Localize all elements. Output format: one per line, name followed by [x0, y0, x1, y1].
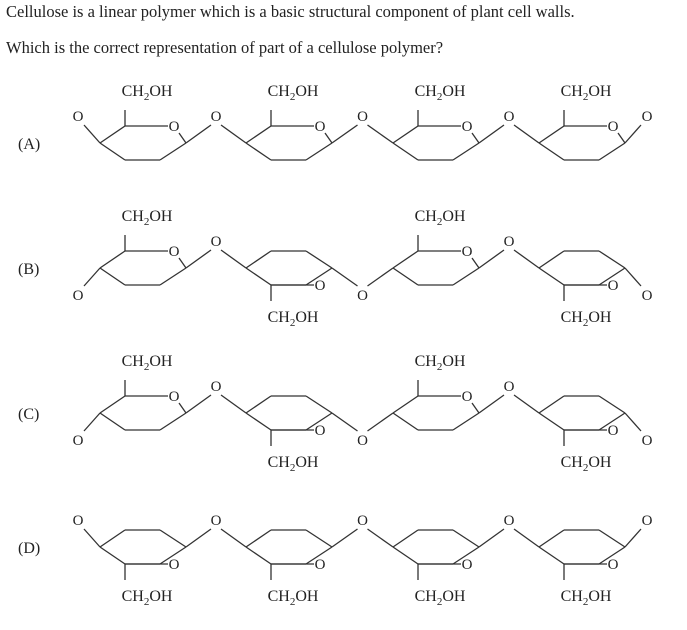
- option-2-link-bond: [84, 413, 100, 431]
- option-1-ring-0-bond: [100, 251, 125, 268]
- option-2-linking-oxygen-1: O: [210, 379, 222, 395]
- option-2-ring-0-ch2oh-label: $CH_2OH$: [121, 353, 173, 373]
- option-3-ring-2-bond: [393, 547, 418, 564]
- option-3-link-bond: [479, 529, 504, 547]
- option-2-ring-1-bond: [246, 396, 271, 413]
- option-1-ring-3-ring-oxygen: O: [607, 278, 619, 294]
- option-2-ring-2-bond: [393, 396, 418, 413]
- option-1-linking-oxygen-1: O: [210, 234, 222, 250]
- option-1-link-bond: [368, 268, 394, 286]
- option-1-link-bond: [186, 250, 211, 268]
- option-2-ring-2-bond: [393, 413, 418, 430]
- option-2-ring-1-ring-oxygen: O: [314, 423, 326, 439]
- option-0-link-bond: [332, 125, 358, 143]
- option-1-linking-oxygen-4: O: [641, 288, 653, 304]
- option-2-ring-2-bond: [472, 403, 479, 413]
- option-1-ring-2-bond: [453, 268, 479, 285]
- option-2-ring-2-bond: [453, 413, 479, 430]
- option-1-link-bond: [221, 250, 246, 268]
- option-0-ring-1-ring-oxygen: O: [314, 119, 326, 135]
- option-0-ring-1-bond: [325, 133, 332, 143]
- option-3-ring-0-bond: [160, 530, 186, 547]
- option-0-ring-1-bond: [306, 143, 332, 160]
- option-3-link-bond: [186, 529, 211, 547]
- option-1-ring-2-ch2oh-label: $CH_2OH$: [414, 208, 466, 228]
- option-0-ring-2-ch2oh-label: $CH_2OH$: [414, 83, 466, 103]
- option-3-link-bond: [625, 529, 641, 547]
- option-3-linking-oxygen-0: O: [72, 513, 84, 529]
- option-0-ring-3-bond: [539, 143, 564, 160]
- option-3-ring-0-bond: [100, 547, 125, 564]
- option-3-ring-3-ch2oh-label: $CH_2OH$: [560, 588, 612, 608]
- option-1-ring-1-bond: [306, 251, 332, 268]
- option-0-ring-0-bond: [160, 143, 186, 160]
- option-3-ring-1-ch2oh-label: $CH_2OH$: [267, 588, 319, 608]
- option-0-ring-3-ch2oh-label: $CH_2OH$: [560, 83, 612, 103]
- option-0-linking-oxygen-1: O: [210, 109, 222, 125]
- option-3-ring-1-bond: [246, 530, 271, 547]
- option-0-letter: (A): [18, 136, 41, 153]
- option-1-ring-0-bond: [160, 268, 186, 285]
- option-0-ring-1-bond: [246, 143, 271, 160]
- option-1-ring-1-bond: [246, 251, 271, 268]
- option-2-ring-0-bond: [100, 413, 125, 430]
- option-0-link-bond: [625, 125, 641, 143]
- option-3-letter: (D): [18, 540, 41, 557]
- option-2-link-bond: [368, 413, 394, 431]
- option-0-ring-2-bond: [393, 126, 418, 143]
- option-3-link-bond: [332, 529, 358, 547]
- option-0-ring-3-bond: [618, 133, 625, 143]
- option-3-link-bond: [84, 529, 100, 547]
- option-1-ring-0-ch2oh-label: $CH_2OH$: [121, 208, 173, 228]
- option-0-ring-3-bond: [539, 126, 564, 143]
- option-0-link-bond: [514, 125, 539, 143]
- option-3-linking-oxygen-3: O: [503, 513, 515, 529]
- option-3-link-bond: [514, 529, 539, 547]
- option-0-ring-1-bond: [246, 126, 271, 143]
- option-2-ring-2-ch2oh-label: $CH_2OH$: [414, 353, 466, 373]
- option-0-link-bond: [186, 125, 211, 143]
- option-0-link-bond: [479, 125, 504, 143]
- option-0-ring-2-bond: [393, 143, 418, 160]
- option-3-ring-2-bond: [453, 530, 479, 547]
- option-2-linking-oxygen-3: O: [503, 379, 515, 395]
- option-2-linking-oxygen-0: O: [72, 433, 84, 449]
- option-0-ring-0-bond: [100, 143, 125, 160]
- option-3-linking-oxygen-2: O: [357, 513, 368, 529]
- option-2-link-bond: [186, 395, 211, 413]
- option-0-linking-oxygen-2: O: [357, 109, 368, 125]
- option-2-ring-2-ring-oxygen: O: [461, 389, 473, 405]
- option-1-linking-oxygen-0: O: [72, 288, 84, 304]
- option-1-ring-0-bond: [179, 258, 186, 268]
- option-3-ring-2-bond: [393, 530, 418, 547]
- option-1-linking-oxygen-2: O: [357, 288, 368, 304]
- option-2-ring-1-bond: [306, 396, 332, 413]
- option-2-letter: (C): [18, 406, 40, 423]
- option-0-ring-3-ring-oxygen: O: [607, 119, 619, 135]
- option-1-link-bond: [84, 268, 100, 286]
- option-2-ring-0-bond: [100, 396, 125, 413]
- option-1-ring-3-bond: [539, 268, 564, 285]
- question-line-2: Which is the correct representation of part of a cellulose polymer?: [6, 38, 444, 57]
- option-2-ring-3-bond: [539, 413, 564, 430]
- option-2-linking-oxygen-4: O: [641, 433, 653, 449]
- option-2-link-bond: [514, 395, 539, 413]
- option-1-ring-2-bond: [393, 251, 418, 268]
- option-0-linking-oxygen-3: O: [503, 109, 515, 125]
- option-1-link-bond: [332, 268, 358, 286]
- option-3-ring-0-ring-oxygen: O: [168, 557, 180, 573]
- option-2-ring-1-ch2oh-label: $CH_2OH$: [267, 454, 319, 474]
- option-3-ring-3-bond: [539, 547, 564, 564]
- option-3-ring-3-ring-oxygen: O: [607, 557, 619, 573]
- option-3-link-bond: [221, 529, 246, 547]
- option-3-ring-1-ring-oxygen: O: [314, 557, 326, 573]
- option-0-ring-0-bond: [179, 133, 186, 143]
- option-0-ring-2-ring-oxygen: O: [461, 119, 473, 135]
- option-2-ring-1-bond: [246, 413, 271, 430]
- option-3-ring-1-bond: [306, 530, 332, 547]
- option-1-link-bond: [479, 250, 504, 268]
- option-1-ring-2-bond: [393, 268, 418, 285]
- option-3-linking-oxygen-1: O: [210, 513, 222, 529]
- option-0-ring-2-bond: [472, 133, 479, 143]
- option-2-ring-3-ring-oxygen: O: [607, 423, 619, 439]
- option-2-linking-oxygen-2: O: [357, 433, 368, 449]
- option-1-ring-3-bond: [539, 251, 564, 268]
- option-0-linking-oxygen-0: O: [72, 109, 84, 125]
- option-0-link-bond: [368, 125, 394, 143]
- option-1-link-bond: [625, 268, 641, 286]
- option-0-ring-0-bond: [100, 126, 125, 143]
- option-1-link-bond: [514, 250, 539, 268]
- option-1-ring-3-ch2oh-label: $CH_2OH$: [560, 309, 612, 329]
- option-2-ring-0-ring-oxygen: O: [168, 389, 180, 405]
- option-3-ring-1-bond: [246, 547, 271, 564]
- option-2-link-bond: [625, 413, 641, 431]
- question-line-1: Cellulose is a linear polymer which is a basic structural component of plant cell walls.: [6, 2, 575, 21]
- option-0-ring-1-ch2oh-label: $CH_2OH$: [267, 83, 319, 103]
- option-1-ring-1-ch2oh-label: $CH_2OH$: [267, 309, 319, 329]
- option-1-ring-2-bond: [472, 258, 479, 268]
- option-1-letter: (B): [18, 261, 40, 278]
- option-2-link-bond: [332, 413, 358, 431]
- option-1-ring-0-ring-oxygen: O: [168, 244, 180, 260]
- option-1-ring-2-ring-oxygen: O: [461, 244, 473, 260]
- option-3-ring-3-bond: [539, 530, 564, 547]
- option-2-link-bond: [221, 395, 246, 413]
- option-3-ring-2-ring-oxygen: O: [461, 557, 473, 573]
- option-0-ring-0-ch2oh-label: $CH_2OH$: [121, 83, 173, 103]
- option-3-ring-0-ch2oh-label: $CH_2OH$: [121, 588, 173, 608]
- option-2-ring-3-bond: [599, 396, 625, 413]
- option-0-link-bond: [221, 125, 246, 143]
- option-0-link-bond: [84, 125, 100, 143]
- option-1-linking-oxygen-3: O: [503, 234, 515, 250]
- option-0-linking-oxygen-4: O: [641, 109, 653, 125]
- option-3-link-bond: [368, 529, 394, 547]
- option-1-ring-0-bond: [100, 268, 125, 285]
- option-0-ring-0-ring-oxygen: O: [168, 119, 180, 135]
- option-2-link-bond: [479, 395, 504, 413]
- option-0-ring-3-bond: [599, 143, 625, 160]
- option-3-ring-3-bond: [599, 530, 625, 547]
- option-3-linking-oxygen-4: O: [641, 513, 653, 529]
- option-2-ring-0-bond: [160, 413, 186, 430]
- option-3-ring-0-bond: [100, 530, 125, 547]
- option-1-ring-1-ring-oxygen: O: [314, 278, 326, 294]
- option-1-ring-1-bond: [246, 268, 271, 285]
- option-2-ring-3-bond: [539, 396, 564, 413]
- option-2-ring-0-bond: [179, 403, 186, 413]
- option-2-ring-3-ch2oh-label: $CH_2OH$: [560, 454, 612, 474]
- option-1-ring-3-bond: [599, 251, 625, 268]
- option-0-ring-2-bond: [453, 143, 479, 160]
- option-3-ring-2-ch2oh-label: $CH_2OH$: [414, 588, 466, 608]
